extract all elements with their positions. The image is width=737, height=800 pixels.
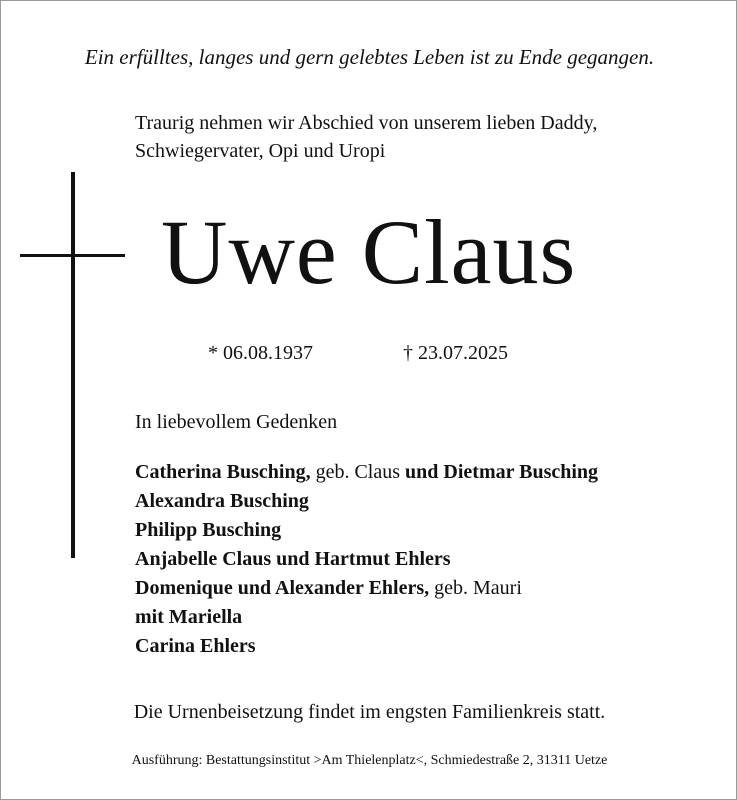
mourner-name: und Dietmar Busching xyxy=(405,461,599,483)
mourner-note: geb. Mauri xyxy=(429,577,522,599)
mourner-name: mit Mariella xyxy=(135,606,243,628)
mourner-name: Domenique und Alexander Ehlers, xyxy=(135,577,430,599)
mourner-line xyxy=(135,545,598,574)
deceased-name: Uwe Claus xyxy=(161,201,577,303)
burial-notice: Die Urnenbeisetzung findet im engsten Familienkreis statt. xyxy=(133,701,606,723)
mourner-line xyxy=(135,516,598,545)
intro-line: Schwiegervater, Opi und Uropi xyxy=(135,140,386,162)
mourner-line xyxy=(135,487,598,516)
cross-icon xyxy=(71,172,75,558)
mourner-name: Catherina Busching, xyxy=(135,461,311,483)
motto: Ein erfülltes, langes und gern gelebtes Leben ist zu Ende gegangen. xyxy=(84,45,655,69)
mourners-list xyxy=(135,458,598,661)
funeral-home-footer: Ausführung: Bestattungsinstitut >Am Thielenplatz<, Schmiedestraße 2, 31311 Uetze xyxy=(131,753,608,768)
mourner-line xyxy=(135,603,598,632)
mourner-name: Philipp Busching xyxy=(135,519,282,541)
birth-date: * 06.08.1937 xyxy=(208,342,313,364)
mourner-line xyxy=(135,632,598,661)
death-date: † 23.07.2025 xyxy=(403,342,508,364)
intro-text xyxy=(135,109,597,165)
mourner-note: geb. Claus xyxy=(310,461,406,483)
mourner-line xyxy=(135,458,598,487)
mourner-name: Carina Ehlers xyxy=(135,635,256,657)
intro-line: Traurig nehmen wir Abschied von unserem lieben Daddy, xyxy=(135,112,598,134)
mourner-line xyxy=(135,574,598,603)
mourner-name: Anjabelle Claus und Hartmut Ehlers xyxy=(135,548,451,570)
memorial-line: In liebevollem Gedenken xyxy=(135,411,338,433)
mourner-name: Alexandra Busching xyxy=(135,490,309,512)
cross-icon-bar xyxy=(20,254,125,257)
